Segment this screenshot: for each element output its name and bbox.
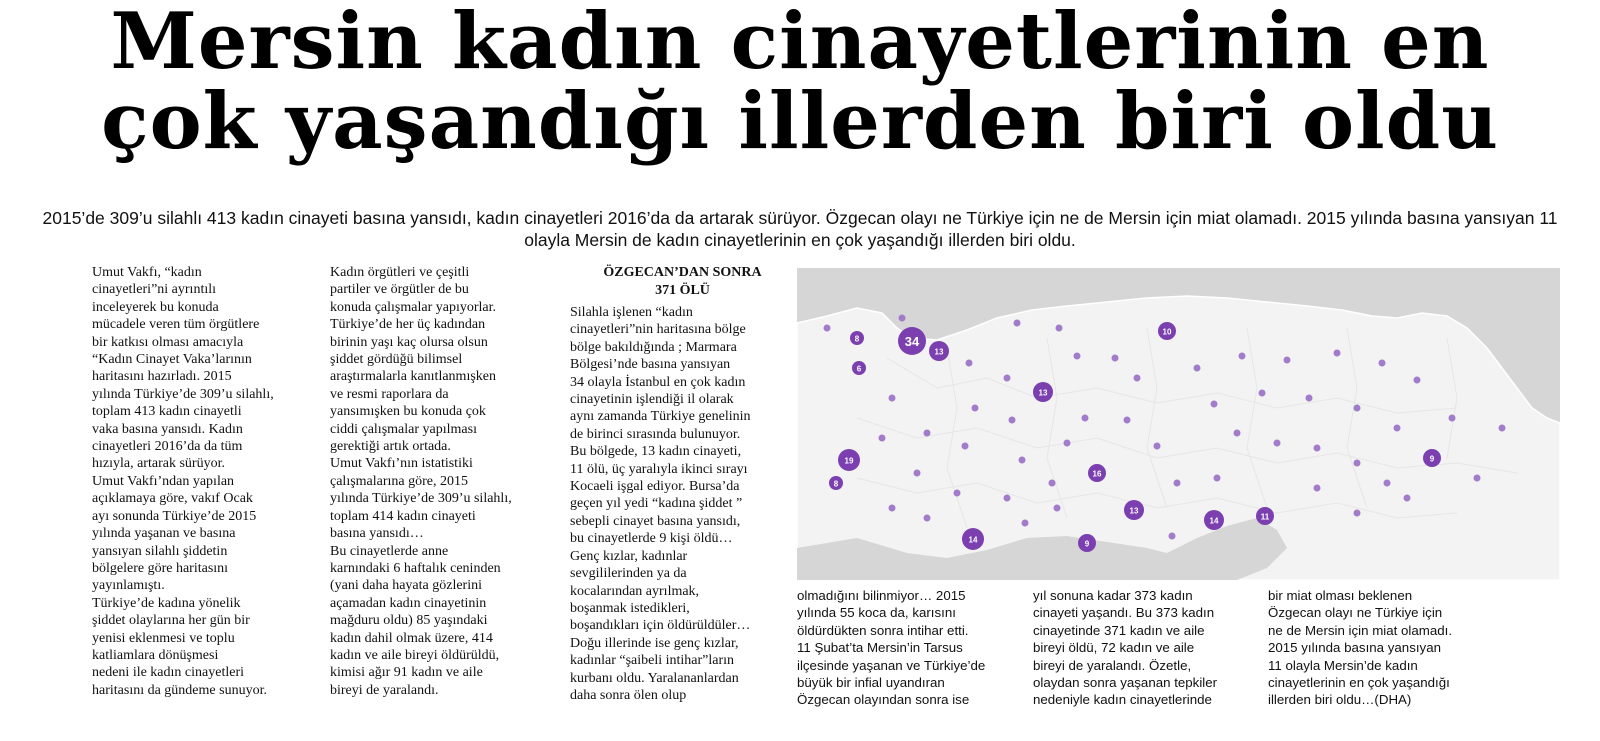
map-marker-small — [1314, 445, 1321, 452]
map-marker-small — [1019, 457, 1026, 464]
column-1 — [92, 264, 317, 699]
text-line: sevgililerinden ya da — [570, 566, 687, 582]
text-line: cinayetlerinin en çok yaşandığı — [1268, 675, 1450, 691]
text-line: ayı sonunda Türkiye’de 2015 — [92, 508, 257, 524]
map-marker-small — [1211, 401, 1218, 408]
text-line: yılında Türkiye’de 309’u silahlı, — [330, 491, 512, 507]
text-line: aynı zamanda Türkiye genelinin — [570, 409, 751, 425]
text-line: Özgecan olayı ne Türkiye için — [1268, 605, 1443, 621]
text-line: Türkiye’de kadına yönelik — [92, 595, 241, 611]
column-3-body — [570, 304, 795, 704]
map-marker-small — [1056, 325, 1063, 332]
text-line: hızıyla, artarak sürüyor. — [92, 456, 225, 472]
headline — [0, 0, 1600, 167]
text-line: Doğu illerinde ise genç kızlar, — [570, 635, 739, 651]
map-marker-small — [1449, 415, 1456, 422]
map-marker-label: 14 — [1209, 516, 1219, 526]
map-marker-small — [914, 470, 921, 477]
text-line: Türkiye’de her üç kadından — [330, 317, 486, 333]
map-marker-label: 13 — [1038, 388, 1048, 398]
text-line: Kocaeli işgal ediyor. Bursa’da — [570, 479, 740, 495]
text-line: bir miat olması beklenen — [1268, 588, 1413, 603]
text-line: çalışmalarına göre, 2015 — [330, 473, 469, 489]
text-line: yılında Türkiye’de 309’u silahlı, — [92, 386, 274, 402]
lead-paragraph: 2015’de 309’u silahlı 413 kadın cinayeti basına yansıdı, kadın cinayetleri 2016’da da artarak sürüyor. Özgecan olayı ne Türkiye için ne de Mersin için miat olamadı. 2015 yılında basına yansıyan 11 olayla Mersin de kadın cinayetlerinin en çok yaşandığı illerden biri oldu. — [42, 208, 1558, 250]
text-line: olmadığını bilinmiyor… 2015 — [797, 588, 966, 603]
map-marker-small — [1474, 475, 1481, 482]
text-line: toplam 413 kadın cinayetli — [92, 404, 242, 420]
map-marker-small — [972, 405, 979, 412]
text-line: büyük bir infial uyandıran — [797, 675, 945, 691]
text-line: bireyi de yaralandı. — [330, 682, 439, 698]
text-line: gerektiği artık ortada. — [330, 439, 451, 455]
text-line: Bu cinayetlerde anne — [330, 543, 449, 559]
text-line: yenisi eklenmesi ve toplu — [92, 630, 235, 646]
map-marker-small — [1214, 475, 1221, 482]
map-marker-small — [1154, 443, 1161, 450]
map-marker-small — [962, 443, 969, 450]
text-line: kocalarından ayrılmak, — [570, 583, 700, 599]
map-marker-small — [1404, 495, 1411, 502]
text-line: ve resmi raporlara da — [330, 386, 449, 402]
text-line: mağduru oldu) 85 yaşındaki — [330, 613, 488, 629]
text-line: 11 ölü, üç yaralıyla ikinci sırayı — [570, 461, 748, 477]
map-marker-label: 8 — [833, 479, 839, 489]
column-3 — [570, 264, 795, 704]
map-marker-small — [1174, 480, 1181, 487]
column-2 — [330, 264, 555, 699]
map-marker-small — [1384, 480, 1391, 487]
text-line: daha sonra ölen olup — [570, 687, 687, 703]
text-line: 11 Şubat’ta Mersin’in Tarsus — [797, 640, 963, 656]
map-marker-label: 14 — [968, 535, 978, 545]
map-marker-small — [1499, 425, 1506, 432]
text-line: şiddet gördüğü bilimsel — [330, 352, 463, 368]
text-line: de birinci sırasında bulunuyor. — [570, 426, 741, 442]
text-line: cinayeti yaşandı. Bu 373 kadın — [1033, 605, 1215, 621]
text-line: konuda çalışmalar yapıyorlar. — [330, 299, 496, 315]
map-marker-small — [1414, 377, 1421, 384]
map-marker-small — [1022, 520, 1029, 527]
text-line: Umut Vakfı’nın istatistiki — [330, 456, 473, 472]
map-marker-small — [889, 395, 896, 402]
text-line: cinayetleri 2016’da da tüm — [92, 439, 243, 455]
map-marker-small — [1124, 417, 1131, 424]
map-marker-small — [1394, 425, 1401, 432]
text-line: bir katkısı olması amacıyla — [92, 334, 244, 350]
text-line: illerden biri oldu…(DHA) — [1268, 692, 1412, 708]
map-marker-small — [1234, 430, 1241, 437]
text-line: kurbanı oldu. Yaralananlardan — [570, 670, 739, 686]
text-line: cinayetinde 371 kadın ve aile — [1033, 622, 1205, 638]
map-marker-small — [1259, 390, 1266, 397]
map-marker-small — [1354, 510, 1361, 517]
text-line: vaka basına yansıdı. Kadın — [92, 421, 243, 437]
text-line: yansıyan silahlı şiddetin — [92, 543, 228, 559]
map-marker-small — [1112, 355, 1119, 362]
text-line: cinayetleri”nin haritasına bölge — [570, 322, 746, 338]
map-marker-small — [954, 490, 961, 497]
map-marker-small — [924, 515, 931, 522]
text-line: mücadele veren tüm örgütlere — [92, 317, 260, 333]
map-marker-small — [1064, 440, 1071, 447]
text-line: yıl sonuna kadar 373 kadın — [1033, 588, 1193, 603]
text-line: haritasını da gündeme sunuyor. — [92, 682, 267, 698]
text-line: açamadan kadın cinayetinin — [330, 595, 487, 611]
text-line: birinin yaşı kaç olursa olsun — [330, 334, 488, 350]
text-line: (yani daha hayata gözlerini — [330, 578, 482, 594]
text-line: ne de Mersin için miat olamadı. — [1268, 622, 1453, 638]
text-line: partiler ve örgütler de bu — [330, 282, 469, 298]
map-marker-small — [879, 435, 886, 442]
map-marker-small — [1004, 495, 1011, 502]
text-line: şiddet olaylarına her gün bir — [92, 613, 250, 629]
text-line: haritasını hazırladı. 2015 — [92, 369, 232, 385]
text-line: ilçesinde yaşanan ve Türkiye’de — [797, 657, 986, 673]
section-heading-line-1: ÖZGECAN’DAN SONRA — [603, 265, 762, 280]
map-marker-small — [1194, 365, 1201, 372]
text-line: bu cinayetlerde 9 kişi öldü… — [570, 531, 733, 547]
text-line: Kadın örgütleri ve çeşitli — [330, 265, 470, 280]
text-line: geçen yıl yedi “kadına şiddet ” — [570, 496, 743, 512]
text-line: bireyi de yaralandı. Özetle, — [1033, 657, 1192, 673]
map-marker-small — [889, 505, 896, 512]
map-marker-label: 10 — [1162, 327, 1172, 337]
map-marker-small — [1054, 505, 1061, 512]
text-line: Bu bölgede, 13 kadın cinayeti, — [570, 444, 742, 460]
text-line: basına yansıdı… — [330, 526, 424, 542]
text-line: yayınlamıştı. — [92, 578, 165, 594]
text-line: öldürdükten sonra intihar etti. — [797, 622, 969, 638]
text-line: Bölgesi’nde basına yansıyan — [570, 357, 731, 373]
text-line: Umut Vakfı’ndan yapılan — [92, 473, 235, 489]
text-line: katliamlara dönüşmesi — [92, 647, 219, 663]
map-marker-small — [899, 315, 906, 322]
text-line: olaydan sonra yaşanan tepkiler — [1033, 675, 1218, 691]
map-marker-label: 9 — [1084, 539, 1090, 549]
column-6 — [1268, 587, 1493, 709]
map-marker-small — [1014, 320, 1021, 327]
text-line: boşandıkları için öldürüldüler… — [570, 618, 751, 634]
text-line: cinayetleri”ni ayrıntılı — [92, 282, 217, 298]
map-marker-small — [1379, 360, 1386, 367]
map-marker-small — [1074, 353, 1081, 360]
map-marker-label: 16 — [1092, 469, 1102, 479]
turkey-femicide-map — [797, 268, 1560, 580]
text-line: yılında yaşanan ve basına — [92, 526, 236, 542]
map-marker-label: 8 — [854, 334, 860, 344]
map-marker-small — [924, 430, 931, 437]
map-marker-small — [824, 325, 831, 332]
map-marker-small — [1049, 480, 1056, 487]
text-line: kimisi ağır 91 kadın ve aile — [330, 665, 483, 681]
text-line: 11 olayla Mersin’de kadın — [1268, 657, 1418, 673]
text-line: araştırmalarla kanıtlanmışken — [330, 369, 496, 385]
text-line: açıklamaya göre, vakıf Ocak — [92, 491, 253, 507]
text-line: bölge bakıldığında ; Marmara — [570, 339, 737, 355]
text-line: Özgecan olayından sonra ise — [797, 692, 970, 708]
section-heading-line-2: 371 ÖLÜ — [655, 283, 710, 298]
map-marker-label: 13 — [934, 347, 944, 357]
text-line: bireyi öldü, 72 kadın ve aile — [1033, 640, 1195, 656]
text-line: ciddi çalışmalar yapılması — [330, 421, 477, 437]
map-marker-label: 6 — [856, 364, 862, 374]
text-line: karnındaki 6 haftalık ceninden — [330, 560, 501, 576]
map-marker-label: 13 — [1129, 506, 1139, 516]
map-marker-small — [1314, 485, 1321, 492]
map-marker-label: 11 — [1260, 512, 1270, 522]
section-heading — [570, 264, 795, 300]
map-marker-small — [1354, 405, 1361, 412]
text-line: kadın ve aile bireyi öldürüldü, — [330, 647, 500, 663]
map-marker-small — [1284, 357, 1291, 364]
text-line: yansımışken bu konuda çok — [330, 404, 486, 420]
map-marker-small — [1306, 395, 1313, 402]
text-line: boşanmak istedikleri, — [570, 600, 690, 616]
headline-line-2: çok yaşandığı illerden biri oldu — [101, 76, 1499, 167]
text-line: cinayetinin işlendiği il olarak — [570, 392, 734, 408]
map-marker-small — [1134, 375, 1141, 382]
text-line: sebepli cinayet basına yansıdı, — [570, 513, 741, 529]
map-marker-small — [1009, 417, 1016, 424]
map-marker-small — [1274, 440, 1281, 447]
map-marker-small — [1239, 353, 1246, 360]
column-4 — [797, 587, 1022, 709]
text-line: 34 olayla İstanbul en çok kadın — [570, 374, 746, 390]
text-line: Umut Vakfı, “kadın — [92, 265, 202, 280]
text-line: “Kadın Cinayet Vaka’larının — [92, 352, 252, 368]
text-line: yılında 55 koca da, karısını — [797, 605, 956, 621]
map-marker-label: 19 — [844, 456, 854, 466]
text-line: Silahla işlenen “kadın — [570, 305, 693, 320]
map-marker-label: 34 — [904, 334, 920, 349]
map-marker-small — [966, 360, 973, 367]
text-line: kadın dahil olmak üzere, 414 — [330, 630, 493, 646]
map-marker-small — [1334, 350, 1341, 357]
map-marker-small — [1169, 533, 1176, 540]
text-line: Genç kızlar, kadınlar — [570, 548, 688, 564]
text-line: inceleyerek bu konuda — [92, 299, 219, 315]
column-5 — [1033, 587, 1258, 709]
text-line: toplam 414 kadın cinayeti — [330, 508, 476, 524]
text-line: bölgelere göre haritasını — [92, 560, 229, 576]
map-marker-small — [1004, 375, 1011, 382]
text-line: 2015 yılında basına yansıyan — [1268, 640, 1441, 656]
text-line: kadınlar “şaibeli intihar”ların — [570, 653, 735, 669]
headline-line-1: Mersin kadın cinayetlerinin en — [110, 0, 1490, 87]
text-line: nedeni ile kadın cinayetleri — [92, 665, 244, 681]
text-line: nedeniyle kadın cinayetlerinde — [1033, 692, 1212, 708]
map-marker-small — [1082, 415, 1089, 422]
map-marker-small — [1354, 460, 1361, 467]
map-marker-label: 9 — [1429, 454, 1435, 464]
